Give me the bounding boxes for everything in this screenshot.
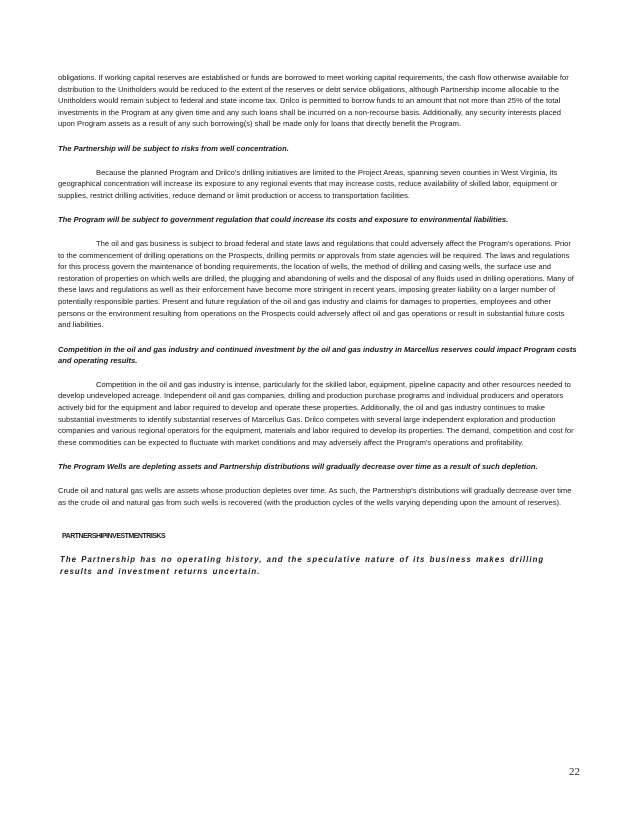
body-paragraph: Because the planned Program and Drilco's drilling initiatives are limited to the Project Areas, spanning seven counties in West Virginia, its geographical concentration will increase its exposure to any regional events that may increase costs, reduce availability of skilled labor, equipment or supplies, restrict drilling activities, reduce demand or limit production or access to transportation facilities. [58,167,558,200]
risk-heading: The Program Wells are depleting assets and Partnership distributions will gradually decrease over time as a result of such depletion. [58,462,538,472]
risk-heading: The Partnership will be subject to risks from well concentration. [58,143,289,153]
body-paragraph: obligations. If working capital reserves are established or funds are borrowed to meet working capital requirements, the cash flow otherwise available for distribution to the Unitholders would be reduced to the extent of the reserves or debt service obligations, although Partnership income allocable to the Unitholders would remain subject to federal and state income tax. Drilco is permitted to borrow funds to an amount that not more than 25% of the total investments in the Program at any given time and any such loans shall be incurred on a non-recourse basis. Additionally, any security interests placed upon Program assets as a result of any such borrowing(s) shall be made only for loans that directly benefit the Program. [58,73,569,129]
risk-heading: Competition in the oil and gas industry and continued investment by the oil and gas industry in Marcellus reserves could impact Program costs and operating results. [58,344,577,366]
section-title: PARTNERSHIPINVESTMENTRISKS [62,533,166,541]
body-paragraph: Crude oil and natural gas wells are assets whose production depletes over time. As such, the Partnership's distributions will gradually decrease over time as the crude oil and natural gas from such wells is recovered (with the production cycles of the wells varying depending upon the amount of reserves). [58,486,572,507]
body-paragraph: The oil and gas business is subject to broad federal and state laws and regulations that could adversely affect the Program's operations. Prior to the commencement of drilling operations on the Prospects, drilling permits or approvals from state agencies will be required. The laws and regulations for this process govern the maintenance of bonding requirements, the location of wells, the method of drilling and casing wells, the surface use and restoration of properties on which wells are drilled, the plugging and abandoning of wells and the disposal of any fluids used in drilling operations. Many of these laws and regulations as well as their enforcement have become more stringent in recent years, imposing greater liability on a larger number of potentially responsible parties. Present and future regulation of the oil and gas industry and claims for damages to properties, employees and other persons or the environment resulting from operations on the Prospects could adversely affect oil and gas operations or result in substantial future costs and liabilities. [58,238,574,330]
risk-heading: The Program will be subject to government regulation that could increase its costs and exposure to environmental liabilities. [58,215,509,225]
document-page [58,72,578,579]
risk-statement: The Partnership has no operating history, and the speculative nature of its business makes drilling results and investment returns uncertain. [60,554,545,577]
body-paragraph: Competition in the oil and gas industry is intense, particularly for the skilled labor, equipment, pipeline capacity and other resources needed to develop undeveloped acreage. Independent oil and gas companies, drilling and production purchase programs and individual producers and operators actively bid for the equipment and labor required to develop and operate these properties. Additionally, the oil and gas industry continues to make substantial investments to identify substantial reserves of Marcellus Gas. Drilco competes with several large independent exploration and production companies and various regional operators for the equipment, materials and labor required to develop its properties. The demand, competition and cost for these commodities can be expected to fluctuate with market conditions and may adversely affect the Program's operations and profitability. [58,379,574,447]
page-number: 22 [569,766,580,778]
